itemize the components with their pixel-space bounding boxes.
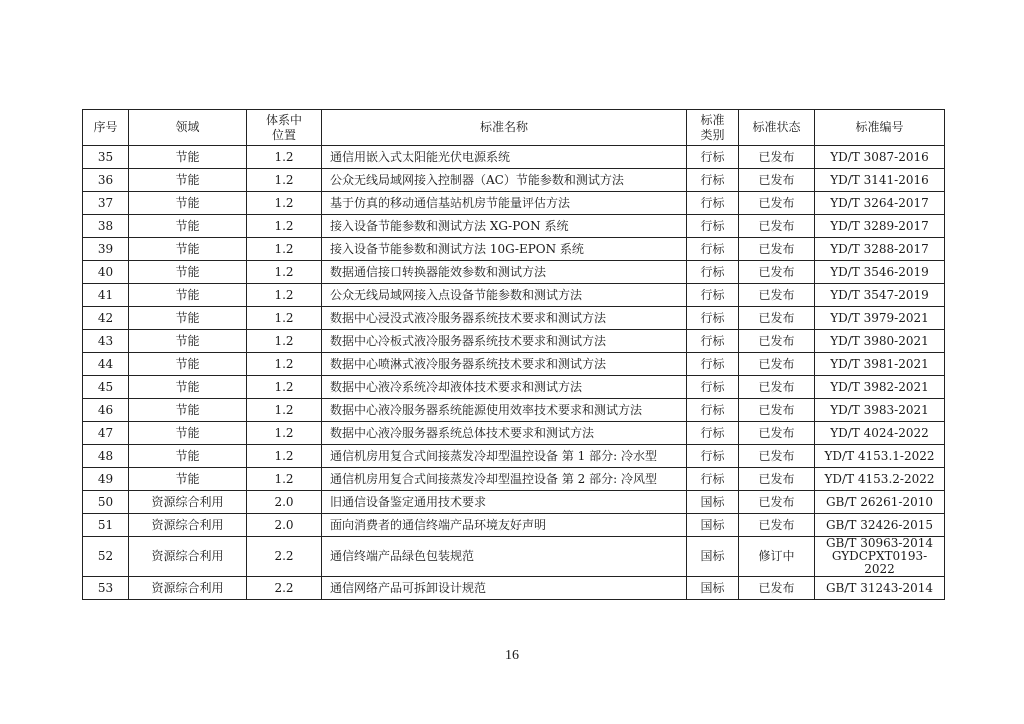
cell-standard-name: 数据中心浸没式液冷服务器系统技术要求和测试方法 bbox=[322, 307, 687, 330]
cell-standard-name: 通信用嵌入式太阳能光伏电源系统 bbox=[322, 146, 687, 169]
cell-status: 已发布 bbox=[739, 284, 815, 307]
cell-code: YD/T 3980-2021 bbox=[815, 330, 945, 353]
cell-standard-name: 通信机房用复合式间接蒸发冷却型温控设备 第 1 部分: 冷水型 bbox=[322, 445, 687, 468]
cell-no: 43 bbox=[83, 330, 129, 353]
table-row bbox=[83, 468, 945, 491]
cell-position: 1.2 bbox=[247, 399, 322, 422]
cell-no: 51 bbox=[83, 514, 129, 537]
cell-code: YD/T 3264-2017 bbox=[815, 192, 945, 215]
table-row bbox=[83, 192, 945, 215]
standards-table bbox=[82, 109, 945, 600]
cell-type: 行标 bbox=[687, 146, 739, 169]
cell-no: 48 bbox=[83, 445, 129, 468]
cell-no: 53 bbox=[83, 577, 129, 600]
cell-status: 已发布 bbox=[739, 353, 815, 376]
header-field: 领域 bbox=[129, 110, 247, 146]
cell-position: 2.0 bbox=[247, 514, 322, 537]
cell-standard-name: 数据中心液冷服务器系统总体技术要求和测试方法 bbox=[322, 422, 687, 445]
cell-no: 45 bbox=[83, 376, 129, 399]
cell-code: YD/T 3981-2021 bbox=[815, 353, 945, 376]
cell-no: 41 bbox=[83, 284, 129, 307]
cell-standard-name: 公众无线局域网接入点设备节能参数和测试方法 bbox=[322, 284, 687, 307]
cell-position: 2.0 bbox=[247, 491, 322, 514]
cell-code: YD/T 3087-2016 bbox=[815, 146, 945, 169]
cell-no: 38 bbox=[83, 215, 129, 238]
cell-status: 已发布 bbox=[739, 468, 815, 491]
cell-type: 国标 bbox=[687, 577, 739, 600]
cell-status: 已发布 bbox=[739, 514, 815, 537]
cell-status: 已发布 bbox=[739, 577, 815, 600]
cell-status: 已发布 bbox=[739, 169, 815, 192]
cell-position: 1.2 bbox=[247, 238, 322, 261]
cell-status: 已发布 bbox=[739, 376, 815, 399]
cell-type: 行标 bbox=[687, 192, 739, 215]
cell-status: 已发布 bbox=[739, 238, 815, 261]
cell-field: 资源综合利用 bbox=[129, 577, 247, 600]
cell-standard-name: 面向消费者的通信终端产品环境友好声明 bbox=[322, 514, 687, 537]
cell-type: 行标 bbox=[687, 376, 739, 399]
cell-no: 42 bbox=[83, 307, 129, 330]
cell-type: 行标 bbox=[687, 445, 739, 468]
cell-position: 1.2 bbox=[247, 330, 322, 353]
cell-type: 行标 bbox=[687, 468, 739, 491]
table-row bbox=[83, 169, 945, 192]
cell-status: 已发布 bbox=[739, 330, 815, 353]
cell-standard-name: 数据中心喷淋式液冷服务器系统技术要求和测试方法 bbox=[322, 353, 687, 376]
page-number: 16 bbox=[505, 648, 519, 663]
cell-position: 1.2 bbox=[247, 376, 322, 399]
cell-no: 50 bbox=[83, 491, 129, 514]
cell-type: 国标 bbox=[687, 537, 739, 577]
header-position: 体系中 位置 bbox=[247, 110, 322, 146]
cell-status: 已发布 bbox=[739, 261, 815, 284]
header-code: 标准编号 bbox=[815, 110, 945, 146]
cell-field: 节能 bbox=[129, 192, 247, 215]
cell-status: 已发布 bbox=[739, 146, 815, 169]
cell-code: YD/T 3979-2021 bbox=[815, 307, 945, 330]
cell-position: 1.2 bbox=[247, 468, 322, 491]
table-row bbox=[83, 491, 945, 514]
cell-field: 资源综合利用 bbox=[129, 537, 247, 577]
cell-standard-name: 数据中心液冷系统冷却液体技术要求和测试方法 bbox=[322, 376, 687, 399]
table-row bbox=[83, 399, 945, 422]
table-body bbox=[83, 146, 945, 600]
table-row bbox=[83, 215, 945, 238]
cell-code: GB/T 32426-2015 bbox=[815, 514, 945, 537]
table-row bbox=[83, 514, 945, 537]
table-row bbox=[83, 238, 945, 261]
cell-type: 行标 bbox=[687, 215, 739, 238]
header-type: 标准 类别 bbox=[687, 110, 739, 146]
cell-status: 已发布 bbox=[739, 422, 815, 445]
cell-position: 1.2 bbox=[247, 307, 322, 330]
cell-status: 已发布 bbox=[739, 215, 815, 238]
cell-field: 节能 bbox=[129, 215, 247, 238]
cell-standard-name: 接入设备节能参数和测试方法 XG-PON 系统 bbox=[322, 215, 687, 238]
cell-field: 节能 bbox=[129, 422, 247, 445]
cell-type: 国标 bbox=[687, 514, 739, 537]
cell-position: 1.2 bbox=[247, 445, 322, 468]
cell-code: YD/T 3546-2019 bbox=[815, 261, 945, 284]
cell-position: 1.2 bbox=[247, 353, 322, 376]
cell-standard-name: 通信机房用复合式间接蒸发冷却型温控设备 第 2 部分: 冷风型 bbox=[322, 468, 687, 491]
cell-no: 39 bbox=[83, 238, 129, 261]
cell-standard-name: 旧通信设备鉴定通用技术要求 bbox=[322, 491, 687, 514]
cell-position: 1.2 bbox=[247, 261, 322, 284]
cell-no: 40 bbox=[83, 261, 129, 284]
cell-field: 节能 bbox=[129, 468, 247, 491]
cell-field: 节能 bbox=[129, 376, 247, 399]
cell-code: GB/T 26261-2010 bbox=[815, 491, 945, 514]
cell-type: 行标 bbox=[687, 399, 739, 422]
cell-field: 节能 bbox=[129, 307, 247, 330]
cell-type: 行标 bbox=[687, 353, 739, 376]
cell-type: 行标 bbox=[687, 284, 739, 307]
header-no: 序号 bbox=[83, 110, 129, 146]
cell-type: 行标 bbox=[687, 238, 739, 261]
cell-no: 49 bbox=[83, 468, 129, 491]
cell-position: 2.2 bbox=[247, 537, 322, 577]
cell-position: 1.2 bbox=[247, 422, 322, 445]
cell-no: 46 bbox=[83, 399, 129, 422]
cell-status: 已发布 bbox=[739, 307, 815, 330]
cell-code: YD/T 3141-2016 bbox=[815, 169, 945, 192]
cell-status: 已发布 bbox=[739, 491, 815, 514]
cell-code: YD/T 4024-2022 bbox=[815, 422, 945, 445]
cell-standard-name: 数据通信接口转换器能效参数和测试方法 bbox=[322, 261, 687, 284]
table-header bbox=[83, 110, 945, 146]
cell-code: GB/T 30963-2014 GYDCPXT0193-2022 bbox=[815, 537, 945, 577]
cell-code: YD/T 3288-2017 bbox=[815, 238, 945, 261]
cell-code: YD/T 3982-2021 bbox=[815, 376, 945, 399]
table-row bbox=[83, 445, 945, 468]
header-name: 标准名称 bbox=[322, 110, 687, 146]
table-row bbox=[83, 307, 945, 330]
cell-type: 行标 bbox=[687, 330, 739, 353]
table-row bbox=[83, 261, 945, 284]
cell-position: 2.2 bbox=[247, 577, 322, 600]
cell-type: 行标 bbox=[687, 169, 739, 192]
table-row bbox=[83, 577, 945, 600]
header-status: 标准状态 bbox=[739, 110, 815, 146]
cell-position: 1.2 bbox=[247, 169, 322, 192]
cell-code: YD/T 3547-2019 bbox=[815, 284, 945, 307]
table-row bbox=[83, 422, 945, 445]
cell-no: 35 bbox=[83, 146, 129, 169]
table-row bbox=[83, 146, 945, 169]
cell-field: 节能 bbox=[129, 261, 247, 284]
cell-field: 节能 bbox=[129, 399, 247, 422]
cell-no: 36 bbox=[83, 169, 129, 192]
cell-status: 已发布 bbox=[739, 399, 815, 422]
cell-field: 节能 bbox=[129, 146, 247, 169]
cell-standard-name: 公众无线局域网接入控制器（AC）节能参数和测试方法 bbox=[322, 169, 687, 192]
cell-code: YD/T 3983-2021 bbox=[815, 399, 945, 422]
cell-field: 资源综合利用 bbox=[129, 491, 247, 514]
cell-standard-name: 数据中心冷板式液冷服务器系统技术要求和测试方法 bbox=[322, 330, 687, 353]
cell-code: YD/T 3289-2017 bbox=[815, 215, 945, 238]
cell-field: 节能 bbox=[129, 353, 247, 376]
cell-position: 1.2 bbox=[247, 284, 322, 307]
cell-no: 47 bbox=[83, 422, 129, 445]
table-row bbox=[83, 537, 945, 577]
cell-standard-name: 通信终端产品绿色包装规范 bbox=[322, 537, 687, 577]
cell-field: 节能 bbox=[129, 169, 247, 192]
table-row bbox=[83, 376, 945, 399]
cell-code: YD/T 4153.2-2022 bbox=[815, 468, 945, 491]
cell-field: 节能 bbox=[129, 445, 247, 468]
cell-field: 节能 bbox=[129, 238, 247, 261]
cell-status: 已发布 bbox=[739, 192, 815, 215]
cell-type: 行标 bbox=[687, 307, 739, 330]
cell-type: 国标 bbox=[687, 491, 739, 514]
cell-code: GB/T 31243-2014 bbox=[815, 577, 945, 600]
cell-code: YD/T 4153.1-2022 bbox=[815, 445, 945, 468]
cell-no: 44 bbox=[83, 353, 129, 376]
table-row bbox=[83, 330, 945, 353]
cell-status: 已发布 bbox=[739, 445, 815, 468]
cell-no: 37 bbox=[83, 192, 129, 215]
header-row bbox=[83, 110, 945, 146]
cell-field: 节能 bbox=[129, 330, 247, 353]
cell-status: 修订中 bbox=[739, 537, 815, 577]
cell-standard-name: 数据中心液冷服务器系统能源使用效率技术要求和测试方法 bbox=[322, 399, 687, 422]
cell-no: 52 bbox=[83, 537, 129, 577]
table-row bbox=[83, 353, 945, 376]
cell-standard-name: 基于仿真的移动通信基站机房节能量评估方法 bbox=[322, 192, 687, 215]
cell-field: 节能 bbox=[129, 284, 247, 307]
cell-standard-name: 通信网络产品可拆卸设计规范 bbox=[322, 577, 687, 600]
table-row bbox=[83, 284, 945, 307]
cell-position: 1.2 bbox=[247, 192, 322, 215]
cell-type: 行标 bbox=[687, 422, 739, 445]
cell-standard-name: 接入设备节能参数和测试方法 10G-EPON 系统 bbox=[322, 238, 687, 261]
cell-position: 1.2 bbox=[247, 215, 322, 238]
cell-type: 行标 bbox=[687, 261, 739, 284]
cell-position: 1.2 bbox=[247, 146, 322, 169]
cell-field: 资源综合利用 bbox=[129, 514, 247, 537]
